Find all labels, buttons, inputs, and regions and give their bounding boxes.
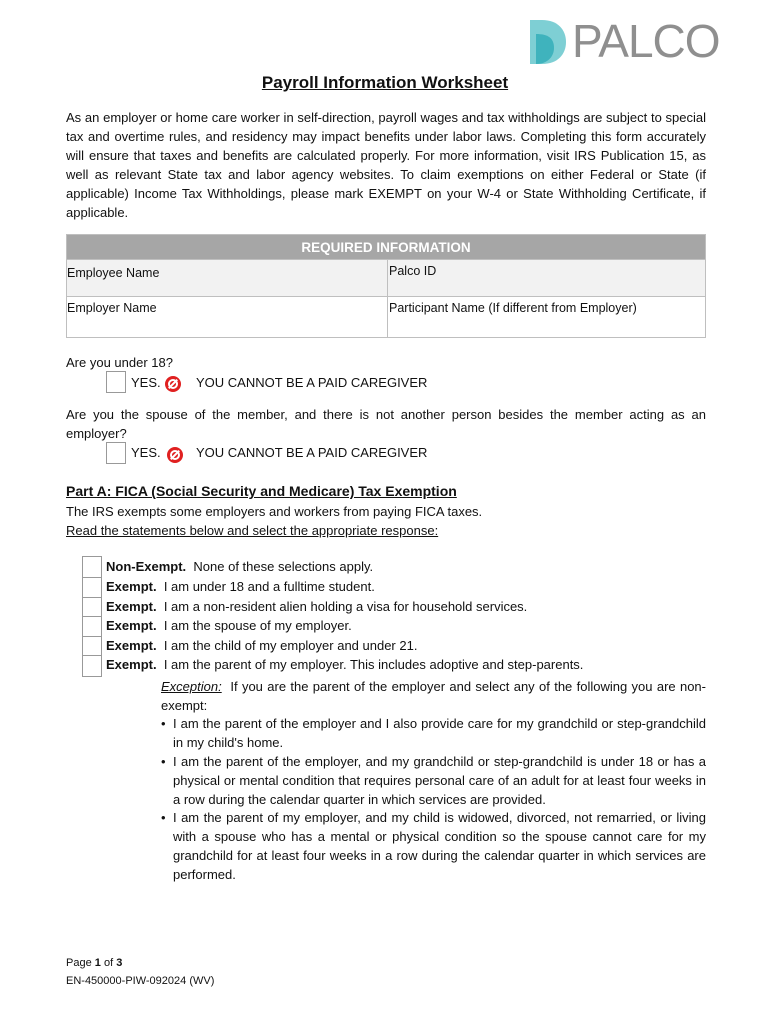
page-number: [66, 957, 122, 969]
part-a-heading: Part A: FICA (Social Security and Medicare) Tax Exemption: [66, 483, 457, 499]
logo-text: PALCO: [572, 15, 720, 67]
option-text: I am a non-resident alien holding a visa for household services.: [163, 599, 528, 614]
exception-bullet: • I am the parent of the employer, and my grandchild or step-grandchild is under 18 or has a physical or mental condition that requires personal care of an adult for at least four weeks in a row during the calendar quarter in which services are provided.: [161, 754, 706, 807]
option-text: I am the child of my employer and under 21.: [163, 638, 418, 653]
spouse-yes-label: YES.: [131, 445, 161, 460]
palco-id-label: Palco ID: [389, 264, 437, 278]
of-label: of: [103, 957, 114, 969]
option-checkbox-parent[interactable]: [82, 655, 102, 677]
option-checkbox-non-exempt[interactable]: [82, 556, 102, 578]
participant-name-label: Participant Name (If different from Employer): [389, 301, 637, 315]
prohibited-icon: [165, 376, 181, 392]
option-spouse: [106, 618, 352, 633]
page-total: 3: [116, 957, 123, 969]
bullet-text: I am the parent of the employer, and my grandchild or step-grandchild is under 18 or has a physical or mental condition that requires personal care of an adult for at least four weeks in a row during the calendar quarter in which services are provided.: [173, 754, 706, 807]
palco-id-field[interactable]: [388, 260, 706, 297]
employer-name-label: Employer Name: [67, 301, 157, 315]
spouse-warning: YOU CANNOT BE A PAID CAREGIVER: [196, 445, 428, 460]
option-checkbox-spouse[interactable]: [82, 616, 102, 638]
option-student: [106, 579, 375, 594]
option-text: I am the parent of my employer. This includes adoptive and step-parents.: [163, 657, 584, 672]
option-alien: [106, 599, 527, 614]
exception-bullet: • I am the parent of the employer and I also provide care for my grandchild or step-grandchild in my child's home.: [161, 716, 706, 750]
page-title: Payroll Information Worksheet: [261, 73, 509, 92]
option-text: None of these selections apply.: [193, 559, 374, 574]
under-18-warning: YOU CANNOT BE A PAID CAREGIVER: [196, 375, 428, 390]
exception-paragraph: [161, 677, 706, 715]
page-num: 1: [94, 957, 101, 969]
under-18-yes-checkbox[interactable]: [106, 371, 126, 393]
required-info-header: REQUIRED INFORMATION: [67, 235, 706, 260]
under-18-yes-label: YES.: [131, 375, 161, 390]
document-code: EN-450000-PIW-092024 (WV): [66, 975, 215, 987]
employee-name-label: Employee Name: [67, 266, 160, 280]
exception-label: Exception:: [161, 679, 222, 694]
under-18-question: Are you under 18?: [66, 355, 173, 370]
page-label: Page: [66, 957, 92, 969]
intro-paragraph: As an employer or home care worker in self-direction, payroll wages and tax withholdings are subject to special tax and overtime rules, and residency may impact benefits under labor laws. Completing this form accurately will ensure that taxes and benefits are calculated properly. For more information, visit IRS Publication 15, as well as relevant State tax and labor agency websites. To claim exemptions on either Federal or State (if applicable) Income Tax Withholdings, please mark EXEMPT on your W-4 or State Withholding Certificate, if applicable.: [66, 110, 706, 220]
option-label: Exempt.: [106, 638, 157, 653]
option-text: I am the spouse of my employer.: [163, 618, 352, 633]
option-non-exempt: [106, 559, 373, 574]
required-info-table: [66, 234, 706, 338]
part-a-intro: The IRS exempts some employers and workers from paying FICA taxes.: [66, 504, 483, 519]
employer-name-field[interactable]: [67, 297, 388, 338]
bullet-text: I am the parent of the employer and I also provide care for my grandchild or step-grandchild in my child's home.: [173, 716, 706, 750]
option-text: I am under 18 and a fulltime student.: [163, 579, 375, 594]
bullet-text: I am the parent of my employer, and my child is widowed, divorced, not remarried, or living with a spouse who has a mental or physical condition so the spouse cannot care for my grandchild for at least four weeks in a row during the calendar quarter in which services are performed.: [173, 810, 706, 882]
option-label: Exempt.: [106, 657, 157, 672]
option-parent: [106, 657, 583, 672]
exception-bullet: • I am the parent of my employer, and my child is widowed, divorced, not remarried, or living with a spouse who has a mental or physical condition so the spouse cannot care for my grandchild for at least four weeks in a row during the calendar quarter in which services are performed.: [161, 810, 706, 882]
part-a-instruction: Read the statements below and select the appropriate response:: [66, 523, 439, 538]
option-label: Exempt.: [106, 618, 157, 633]
option-label: Exempt.: [106, 579, 157, 594]
spouse-question: Are you the spouse of the member, and there is not another person besides the member acting as an employer?: [66, 407, 706, 441]
prohibited-icon: [167, 447, 183, 463]
option-checkbox-student[interactable]: [82, 577, 102, 599]
option-child: [106, 638, 417, 653]
option-label: Exempt.: [106, 599, 157, 614]
employee-name-field[interactable]: [67, 260, 388, 297]
option-label: Non-Exempt.: [106, 559, 187, 574]
participant-name-field[interactable]: [388, 297, 706, 338]
spouse-yes-checkbox[interactable]: [106, 442, 126, 464]
exception-text: If you are the parent of the employer and select any of the following you are non-exempt:: [161, 679, 706, 713]
